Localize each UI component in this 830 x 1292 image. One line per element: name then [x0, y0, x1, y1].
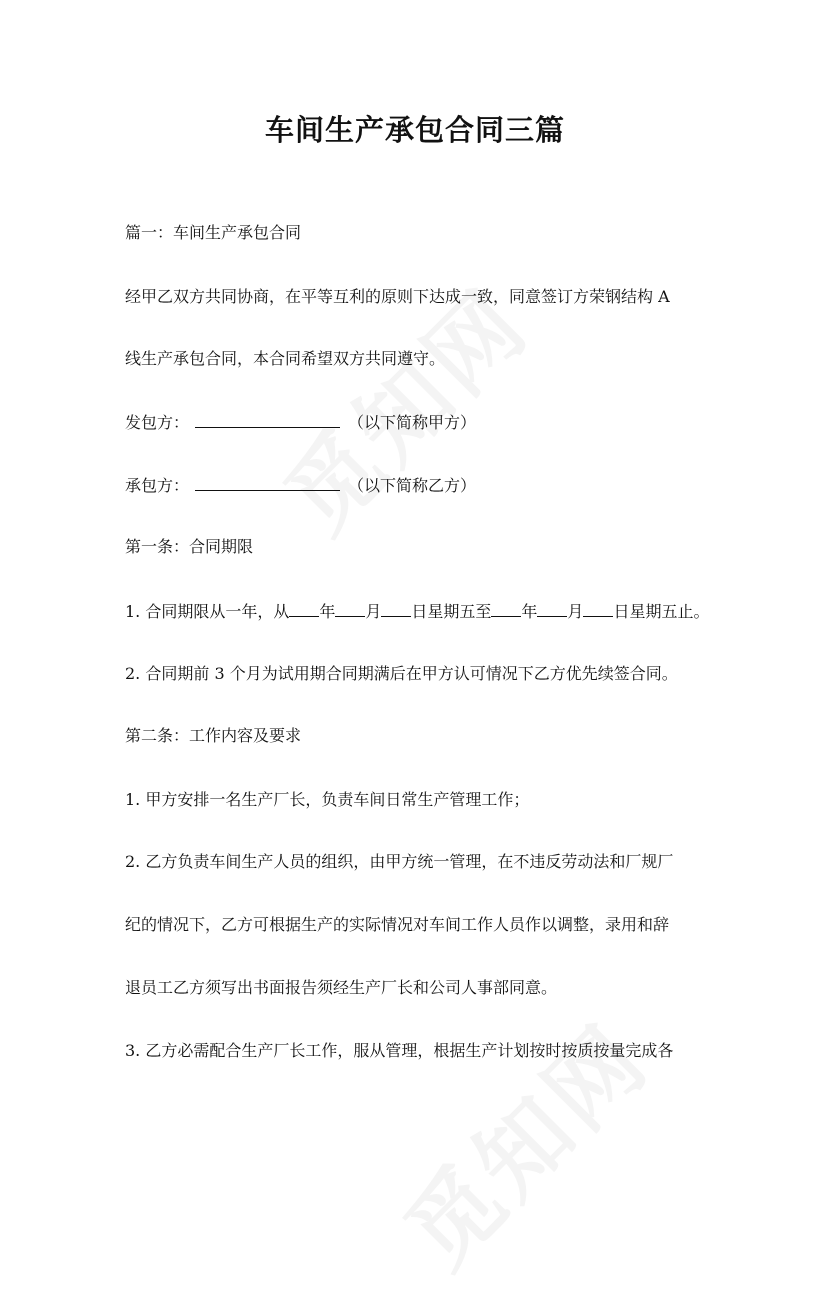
section-title: 篇一：车间生产承包合同 — [125, 223, 302, 242]
a1-item1-text: 月 — [567, 602, 584, 621]
start-day-blank — [381, 600, 411, 617]
party-b-label: 承包方： — [125, 476, 190, 495]
party-a-label: 发包方： — [125, 413, 190, 432]
a1-item1-text: 月 — [365, 602, 382, 621]
start-year-blank — [289, 600, 319, 617]
party-b-suffix: （以下简称乙方） — [348, 476, 477, 495]
end-year-blank — [491, 600, 521, 617]
party-b-line — [125, 474, 476, 497]
article-1-item-2: 2. 合同期前 3 个月为试用期合同期满后在甲方认可情况下乙方优先续签合同。 — [125, 664, 678, 683]
party-b-blank — [195, 474, 340, 491]
a1-item1-text: 年 — [521, 602, 538, 621]
document-title: 车间生产承包合同三篇 — [264, 113, 565, 147]
article-2-item-3-line-1: 3. 乙方必需配合生产厂长工作，服从管理，根据生产计划按时按质按量完成各 — [125, 1041, 674, 1060]
party-a-line — [125, 411, 476, 434]
article-1-item-1 — [125, 600, 709, 623]
article-1-title: 第一条：合同期限 — [125, 537, 254, 556]
article-2-item-1: 1. 甲方安排一名生产厂长，负责车间日常生产管理工作； — [125, 790, 530, 809]
a1-item1-text: 年 — [319, 602, 336, 621]
a1-item1-text: 日星期五止。 — [613, 602, 710, 621]
article-2-item-2-line-1: 2. 乙方负责车间生产人员的组织，由甲方统一管理，在不违反劳动法和厂规厂 — [125, 852, 674, 871]
article-2-item-2-line-2: 纪的情况下，乙方可根据生产的实际情况对车间工作人员作以调整，录用和辞 — [125, 915, 670, 934]
intro-line-1: 经甲乙双方共同协商，在平等互利的原则下达成一致，同意签订方荣钢结构 A — [125, 287, 670, 306]
article-2-item-2-line-3: 退员工乙方须写出书面报告须经生产厂长和公司人事部同意。 — [125, 978, 558, 997]
end-month-blank — [537, 600, 567, 617]
end-day-blank — [583, 600, 613, 617]
article-2-title: 第二条：工作内容及要求 — [125, 726, 302, 745]
party-a-blank — [195, 411, 340, 428]
a1-item1-text: 1. 合同期限从一年，从 — [125, 602, 290, 621]
watermark — [371, 990, 672, 1291]
party-a-suffix: （以下简称甲方） — [348, 413, 477, 432]
start-month-blank — [335, 600, 365, 617]
intro-line-2: 线生产承包合同，本合同希望双方共同遵守。 — [125, 349, 446, 368]
a1-item1-text: 日星期五至 — [411, 602, 492, 621]
